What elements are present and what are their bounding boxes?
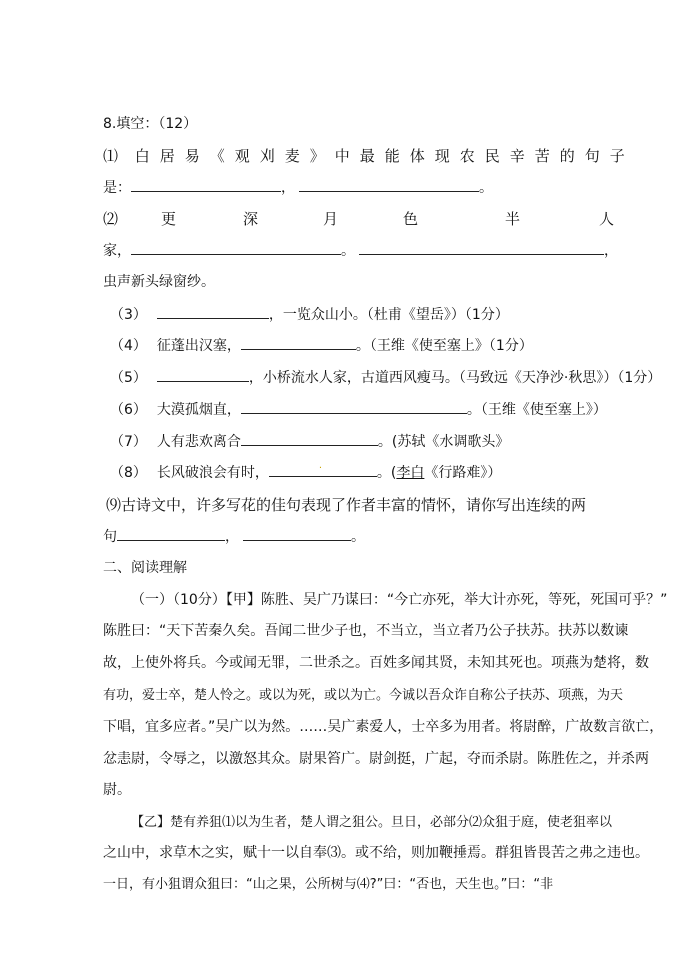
item-word: 深 bbox=[243, 210, 259, 228]
answer-blank[interactable] bbox=[359, 240, 604, 255]
q8-item5 bbox=[110, 367, 688, 387]
period: 。 bbox=[341, 243, 355, 259]
q8-item4 bbox=[110, 335, 688, 355]
item-source: 。(苏轼《水调歌头》 bbox=[377, 434, 510, 450]
item-word: 月 bbox=[323, 210, 339, 228]
q8-item9: ⑼古诗文中，许多写花的佳句表现了作者丰富的情怀，请你写出连续的两 bbox=[106, 496, 587, 514]
passage-a-line: 故，上使外将兵。今或闻无罪，二世杀之。百姓多闻其贤，未知其死也。项燕为楚将，数 bbox=[103, 655, 649, 671]
answer-blank[interactable] bbox=[299, 177, 479, 192]
question-title: 8.填空：（12） bbox=[103, 116, 198, 132]
answer-blank[interactable] bbox=[157, 367, 249, 382]
item-number: （6） bbox=[110, 402, 147, 418]
item-source: 。（王维《使至塞上》（1分） bbox=[355, 338, 533, 354]
passage-a-line: 下唱，宜多应者。”吴广以为然。……吴广素爱人，士卒多为用者。将尉醉，广故数言欲亡， bbox=[103, 719, 664, 735]
item-number: ⑵ bbox=[103, 210, 119, 228]
passage-b-line: 之山中，求草木之实，赋十一以自奉⑶。或不给，则加鞭捶焉。群狙皆畏苦之弗之违也。 bbox=[103, 845, 649, 861]
q8-item9-answer bbox=[103, 526, 688, 546]
passage-a-line: 有功，爱士卒，楚人怜之。或以为死，或以为亡。今诚以吾众诈自称公子扶苏、项燕，为天 bbox=[103, 688, 624, 703]
comma: ， bbox=[281, 180, 295, 196]
comma: ， bbox=[604, 243, 618, 259]
q8-item1 bbox=[103, 145, 688, 166]
q8-item7 bbox=[110, 431, 688, 451]
item-text: ，一览众山小。（杜甫《望岳》）（1分） bbox=[268, 307, 509, 323]
item-number: （5） bbox=[110, 370, 147, 386]
answer-blank[interactable] bbox=[131, 177, 281, 192]
item-source: 《行路难》） bbox=[424, 465, 502, 481]
author-link: 李白 bbox=[396, 465, 425, 481]
answer-blank[interactable] bbox=[241, 399, 467, 414]
item-number: （8） bbox=[110, 465, 147, 481]
passage-b-line: 一日，有小狙谓众狙曰：“山之果，公所树与⑷?”曰：“否也，天生也。”曰：“非 bbox=[103, 877, 554, 892]
answer-blank[interactable] bbox=[241, 335, 356, 350]
answer-blank[interactable] bbox=[117, 526, 225, 541]
answer-blank[interactable] bbox=[157, 304, 269, 319]
item-source: 。（王维《使至塞上》） bbox=[466, 402, 607, 418]
item-text: ，小桥流水人家，古道西风瘦马。（马致远《天净沙·秋思》）（1分） bbox=[248, 370, 662, 386]
q8-item3 bbox=[110, 304, 688, 324]
period: 。 bbox=[479, 180, 493, 196]
label: 句 bbox=[103, 529, 117, 545]
item-text: 白居易《观刈麦》中最能体现农民辛苦的句子 bbox=[134, 147, 635, 165]
item-source: 。( bbox=[376, 465, 397, 481]
item-text: 征蓬出汉塞， bbox=[156, 338, 241, 354]
passage-a-line: 尉。 bbox=[103, 782, 131, 798]
passage-b-line: 【乙】楚有养狙⑴以为生者，楚人谓之狙公。旦日，必部分⑵众狙于庭，使老狙率以 bbox=[131, 815, 613, 830]
item-text: 长风破浪会有时， bbox=[156, 465, 269, 481]
label: 家， bbox=[103, 243, 131, 259]
answer-blank[interactable] bbox=[269, 462, 377, 477]
item-number: （7） bbox=[110, 434, 147, 450]
stray-mark: . bbox=[318, 460, 323, 471]
q8-item2-tail: 虫声新头绿窗纱。 bbox=[103, 274, 215, 290]
item-number: （4） bbox=[110, 338, 147, 354]
answer-blank[interactable] bbox=[241, 431, 378, 446]
item-number: （3） bbox=[110, 307, 147, 323]
item-text: 大漠孤烟直， bbox=[156, 402, 241, 418]
q8-item2 bbox=[103, 208, 688, 229]
q8-item1-answer bbox=[103, 177, 688, 197]
q8-item8 bbox=[110, 462, 688, 482]
answer-blank[interactable] bbox=[243, 526, 351, 541]
period: 。 bbox=[351, 529, 365, 545]
answer-blank[interactable] bbox=[131, 240, 341, 255]
item-word: 更 bbox=[161, 210, 177, 228]
item-text: 人有悲欢离合 bbox=[156, 434, 241, 450]
item-word: 半 bbox=[505, 210, 521, 228]
item-number: ⑴ bbox=[103, 147, 119, 165]
label: 是： bbox=[103, 180, 131, 196]
q8-item6 bbox=[110, 399, 688, 419]
q8-item2-answer bbox=[103, 240, 688, 260]
item-word: 色 bbox=[403, 210, 419, 228]
passage-a-line: 忿恚尉，令辱之，以激怒其众。尉果笞广。尉剑挺，广起，夺而杀尉。陈胜佐之，并杀两 bbox=[103, 751, 649, 767]
comma: ， bbox=[225, 529, 239, 545]
passage-a-line: 陈胜曰：“天下苦秦久矣。吾闻二世少子也，不当立，当立者乃公子扶苏。扶苏以数谏 bbox=[103, 623, 629, 639]
section-heading: 二、阅读理解 bbox=[103, 560, 187, 576]
passage-a-line: （一）（10分）【甲】陈胜、吴广乃谋曰：“今亡亦死，举大计亦死，等死，死国可乎？” bbox=[131, 592, 668, 608]
item-word: 人 bbox=[599, 210, 615, 228]
